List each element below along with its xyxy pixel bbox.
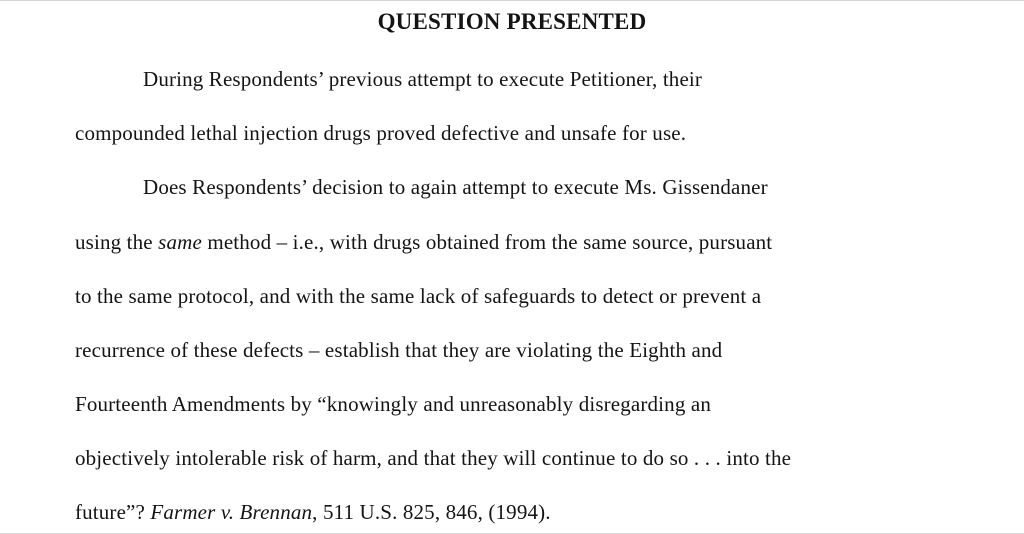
emphasized-word: same [158,230,202,254]
paragraph-line-1: During Respondents’ previous attempt to execute Petitioner, their [143,67,703,91]
paragraph-line-5: to the same protocol, and with the same lack of safeguards to detect or prevent a [75,284,762,308]
line-9-before-text: future”? [75,500,151,524]
case-name: Farmer v. Brennan [150,500,313,524]
paragraph-line-4 [75,228,772,256]
paragraph-line-6: recurrence of these defects – establish that they are violating the Eighth and [75,338,723,362]
line-4-before-text: using the [75,230,159,254]
paragraph-line-3: Does Respondents’ decision to again attempt to execute Ms. Gissendaner [143,175,768,199]
line-4-after-text: method – i.e., with drugs obtained from the same source, pursuant [201,230,773,254]
section-heading: QUESTION PRESENTED [377,9,647,34]
paragraph-line-9 [75,498,551,526]
paragraph-line-7: Fourteenth Amendments by “knowingly and unreasonably disregarding an [75,392,711,416]
case-citation: , 511 U.S. 825, 846, (1994). [312,500,551,524]
paragraph-line-2: compounded lethal injection drugs proved defective and unsafe for use. [75,121,687,145]
paragraph-line-8: objectively intolerable risk of harm, and that they will continue to do so . . . into the [75,446,792,470]
